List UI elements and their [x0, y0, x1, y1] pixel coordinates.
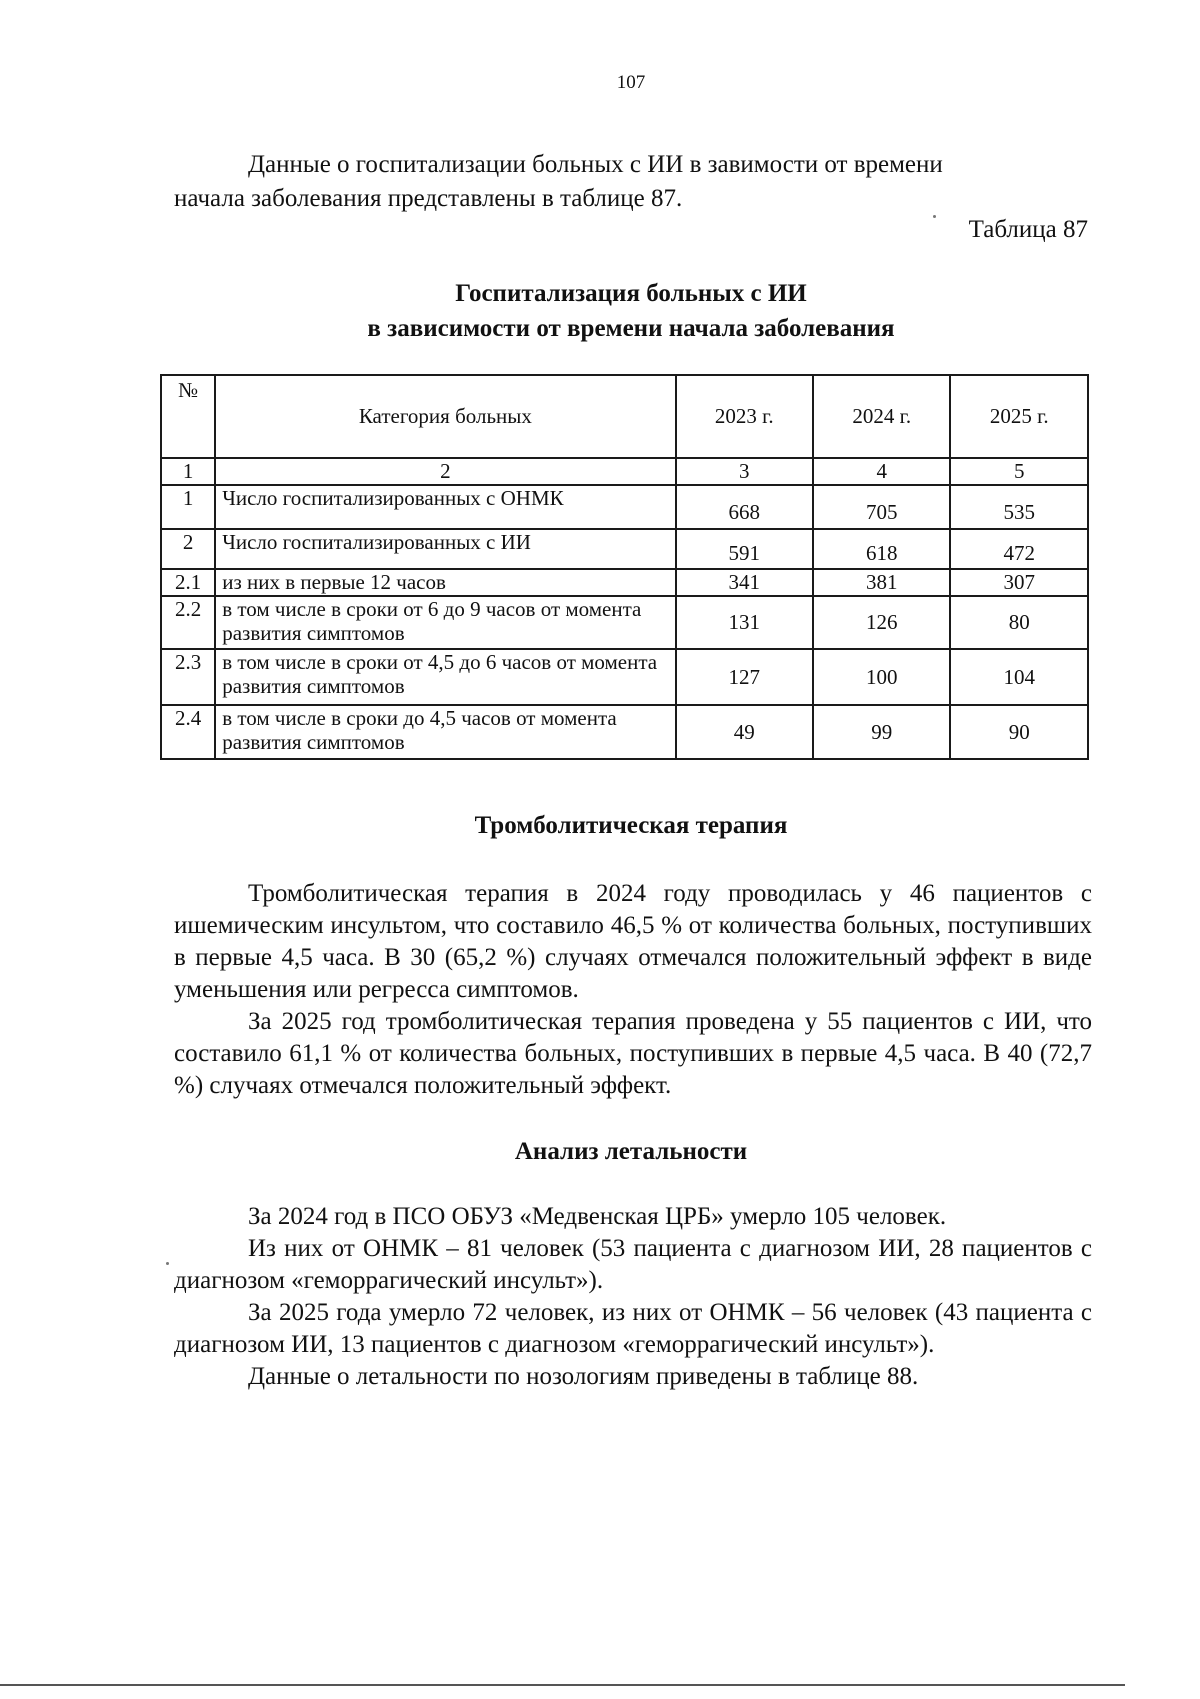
- row-number: 2.3: [161, 649, 215, 705]
- row-value-2023: 591: [676, 529, 813, 569]
- row-value-2024: 618: [813, 529, 950, 569]
- table-index-row: [161, 458, 1088, 485]
- row-value-2023: 127: [676, 649, 813, 705]
- row-category: Число госпитализированных с ИИ: [215, 529, 675, 569]
- table-row: [161, 596, 1088, 649]
- table-row: [161, 649, 1088, 705]
- mortality-paragraph-1: За 2024 год в ПСО ОБУЗ «Медвенская ЦРБ» умерло 105 человек.: [248, 1203, 947, 1230]
- row-value-2025: 307: [950, 569, 1088, 596]
- intro-line-1: Данные о госпитализации больных с ИИ в завимости от времени: [248, 151, 943, 178]
- header-category: Категория больных: [215, 375, 675, 458]
- table-title-line-2: в зависимости от времени начала заболевания: [367, 315, 895, 342]
- scan-speck: [166, 1262, 169, 1265]
- table-title: [0, 276, 1200, 346]
- row-value-2024: 126: [813, 596, 950, 649]
- thrombolytic-heading: Тромболитическая терапия: [474, 812, 788, 839]
- index-cell: 5: [950, 458, 1088, 485]
- table-row: [161, 569, 1088, 596]
- intro-paragraph: [174, 148, 1084, 216]
- mortality-section: [174, 1201, 1092, 1393]
- hospitalization-table: [160, 374, 1089, 760]
- table-row: [161, 485, 1088, 529]
- row-value-2023: 49: [676, 705, 813, 759]
- bottom-scan-line: [0, 1684, 1125, 1686]
- row-value-2023: 341: [676, 569, 813, 596]
- row-number: 2.2: [161, 596, 215, 649]
- intro-line-2: начала заболевания представлены в таблице 87.: [174, 185, 683, 212]
- row-category: из них в первые 12 часов: [215, 569, 675, 596]
- header-2024: 2024 г.: [813, 375, 950, 458]
- page-number: 107: [616, 72, 646, 93]
- index-cell: 2: [215, 458, 675, 485]
- header-2023: 2023 г.: [676, 375, 813, 458]
- table-title-line-1: Госпитализация больных с ИИ: [455, 280, 807, 307]
- mortality-paragraph-2: Из них от ОНМК – 81 человек (53 пациента с диагнозом ИИ, 28 пациентов с диагнозом «геморрагический инсульт»).: [174, 1235, 1092, 1294]
- row-number: 2.4: [161, 705, 215, 759]
- table-caption: Таблица 87: [968, 216, 1088, 243]
- row-number: 1: [161, 485, 215, 529]
- row-number: 2.1: [161, 569, 215, 596]
- index-cell: 4: [813, 458, 950, 485]
- index-cell: 3: [676, 458, 813, 485]
- row-value-2024: 99: [813, 705, 950, 759]
- row-value-2025: 104: [950, 649, 1088, 705]
- table-header-row: [161, 375, 1088, 458]
- row-category: в том числе в сроки до 4,5 часов от момента развития симптомов: [215, 705, 675, 759]
- thrombolytic-paragraph-2: За 2025 год тромболитическая терапия проведена у 55 пациентов с ИИ, что составило 61,1 % от количества больных, поступивших в первые 4,5 часа. В 40 (72,7 %) случаях отмечался положительный эффект.: [174, 1008, 1092, 1099]
- row-value-2025: 472: [950, 529, 1088, 569]
- thrombolytic-section: [174, 878, 1092, 1102]
- index-cell: 1: [161, 458, 215, 485]
- row-value-2023: 131: [676, 596, 813, 649]
- table-row: [161, 705, 1088, 759]
- table-row: [161, 529, 1088, 569]
- row-value-2024: 381: [813, 569, 950, 596]
- header-2025: 2025 г.: [950, 375, 1088, 458]
- thrombolytic-paragraph-1: Тромболитическая терапия в 2024 году проводилась у 46 пациентов с ишемическим инсультом, что составило 46,5 % от количества больных, поступивших в первые 4,5 часа. В 30 (65,2 %) случаях отмечался положительный эффект в виде уменьшения или регресса симптомов.: [174, 880, 1092, 1003]
- row-value-2024: 100: [813, 649, 950, 705]
- mortality-heading: Анализ летальности: [514, 1138, 748, 1165]
- row-value-2025: 80: [950, 596, 1088, 649]
- row-value-2023: 668: [676, 485, 813, 529]
- row-value-2024: 705: [813, 485, 950, 529]
- header-number: №: [161, 375, 215, 458]
- row-category: в том числе в сроки от 6 до 9 часов от момента развития симптомов: [215, 596, 675, 649]
- scan-speck: [933, 215, 936, 218]
- mortality-paragraph-4: Данные о летальности по нозологиям приведены в таблице 88.: [248, 1363, 919, 1390]
- row-category: Число госпитализированных с ОНМК: [215, 485, 675, 529]
- row-value-2025: 535: [950, 485, 1088, 529]
- row-category: в том числе в сроки от 4,5 до 6 часов от момента развития симптомов: [215, 649, 675, 705]
- row-number: 2: [161, 529, 215, 569]
- row-value-2025: 90: [950, 705, 1088, 759]
- mortality-paragraph-3: За 2025 года умерло 72 человек, из них от ОНМК – 56 человек (43 пациента с диагнозом ИИ, 13 пациентов с диагнозом «геморрагический инсульт»).: [174, 1299, 1092, 1358]
